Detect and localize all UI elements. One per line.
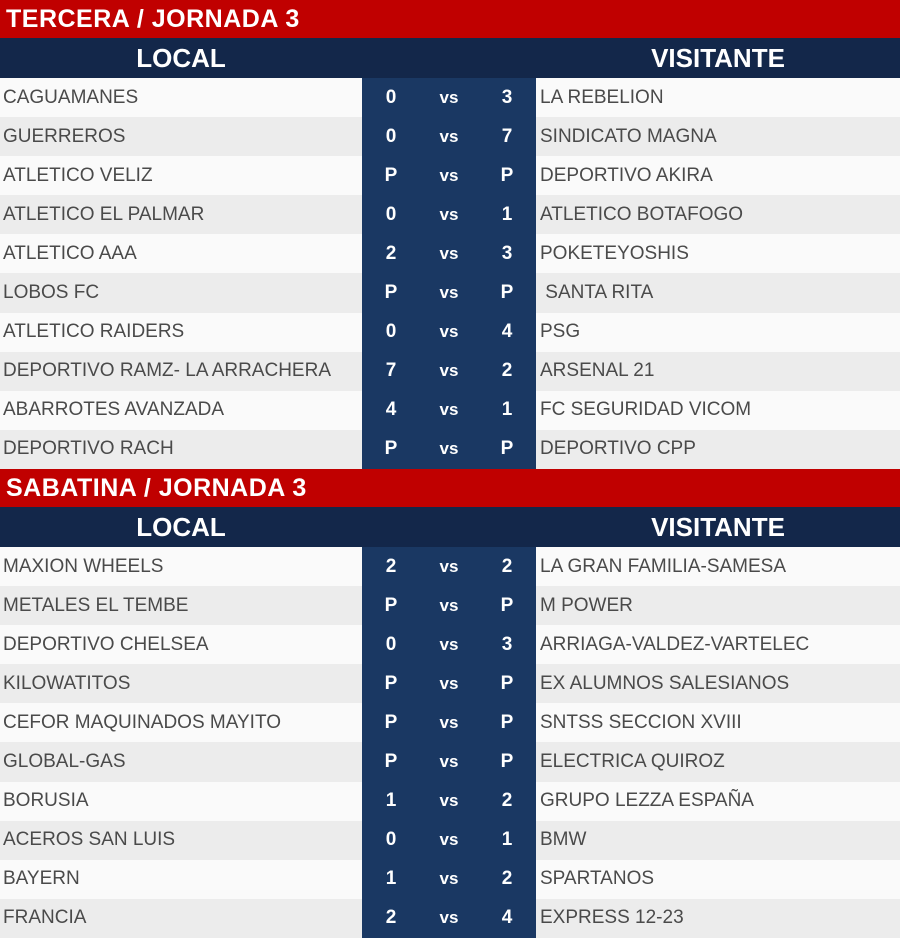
local-team: DEPORTIVO RACH [0, 430, 362, 469]
match-row [0, 742, 900, 781]
visit-score: 3 [501, 633, 513, 655]
local-team: CAGUAMANES [0, 78, 362, 117]
section-title: SABATINA / JORNADA 3 [0, 469, 900, 507]
vs-label: vs [439, 283, 459, 303]
visit-score: 2 [501, 555, 513, 577]
score-cell [362, 273, 536, 312]
score-cell [362, 860, 536, 899]
visit-score: P [500, 672, 514, 694]
local-team: METALES EL TEMBE [0, 586, 362, 625]
score-cell [362, 664, 536, 703]
visit-score: P [500, 438, 514, 460]
match-row [0, 430, 900, 469]
vs-label: vs [439, 87, 459, 107]
visit-score: 3 [501, 86, 513, 108]
local-score: 7 [385, 360, 397, 382]
visit-header: VISITANTE [651, 43, 785, 73]
visit-team: ELECTRICA QUIROZ [536, 742, 900, 781]
visit-score: 4 [501, 907, 513, 929]
match-row [0, 860, 900, 899]
local-score: P [384, 751, 398, 773]
score-cell [362, 782, 536, 821]
visit-team: SPARTANOS [536, 860, 900, 899]
vs-label: vs [439, 204, 459, 224]
score-cell [362, 117, 536, 156]
visit-score: 7 [501, 125, 513, 147]
local-team: DEPORTIVO CHELSEA [0, 625, 362, 664]
visit-score: P [500, 164, 514, 186]
score-cell [362, 899, 536, 938]
visit-score: 1 [501, 399, 513, 421]
match-row [0, 273, 900, 312]
score-header-spacer [362, 507, 536, 547]
local-score: 2 [385, 242, 397, 264]
match-row [0, 313, 900, 352]
match-row [0, 78, 900, 117]
vs-label: vs [439, 556, 459, 576]
visit-team: LA GRAN FAMILIA-SAMESA [536, 547, 900, 586]
local-score: 0 [385, 86, 397, 108]
column-header [0, 507, 900, 547]
visit-score: 2 [501, 868, 513, 890]
local-score: 0 [385, 203, 397, 225]
score-cell [362, 586, 536, 625]
vs-label: vs [439, 712, 459, 732]
column-header [0, 38, 900, 78]
visit-team: BMW [536, 821, 900, 860]
match-row [0, 782, 900, 821]
local-score: P [384, 672, 398, 694]
local-score: P [384, 282, 398, 304]
local-score: P [384, 594, 398, 616]
visit-score: 1 [501, 829, 513, 851]
match-row [0, 156, 900, 195]
local-team: CEFOR MAQUINADOS MAYITO [0, 703, 362, 742]
visit-team: LA REBELION [536, 78, 900, 117]
match-row [0, 195, 900, 234]
vs-label: vs [439, 400, 459, 420]
match-row [0, 821, 900, 860]
vs-label: vs [439, 673, 459, 693]
vs-label: vs [439, 126, 459, 146]
local-team: GLOBAL-GAS [0, 742, 362, 781]
local-team: BAYERN [0, 860, 362, 899]
match-row [0, 547, 900, 586]
score-cell [362, 234, 536, 273]
match-list [0, 78, 900, 469]
visit-header: VISITANTE [651, 512, 785, 542]
local-team: KILOWATITOS [0, 664, 362, 703]
section-title: TERCERA / JORNADA 3 [0, 0, 900, 38]
match-row [0, 234, 900, 273]
match-row [0, 664, 900, 703]
visit-score: 4 [501, 321, 513, 343]
match-row [0, 352, 900, 391]
local-team: LOBOS FC [0, 273, 362, 312]
visit-team: SNTSS SECCION XVIII [536, 703, 900, 742]
score-cell [362, 156, 536, 195]
vs-label: vs [439, 869, 459, 889]
local-score: 0 [385, 829, 397, 851]
local-team: DEPORTIVO RAMZ- LA ARRACHERA [0, 352, 362, 391]
local-score: 1 [385, 868, 397, 890]
visit-score: P [500, 282, 514, 304]
score-cell [362, 195, 536, 234]
match-row [0, 586, 900, 625]
vs-label: vs [439, 791, 459, 811]
local-score: 2 [385, 555, 397, 577]
local-score: 0 [385, 633, 397, 655]
local-team: ATLETICO VELIZ [0, 156, 362, 195]
visit-team: DEPORTIVO CPP [536, 430, 900, 469]
visit-team: ARRIAGA-VALDEZ-VARTELEC [536, 625, 900, 664]
score-cell [362, 430, 536, 469]
local-team: ACEROS SAN LUIS [0, 821, 362, 860]
match-row [0, 391, 900, 430]
visit-team: ARSENAL 21 [536, 352, 900, 391]
visit-team: POKETEYOSHIS [536, 234, 900, 273]
visit-score: P [500, 594, 514, 616]
local-team: FRANCIA [0, 899, 362, 938]
score-cell [362, 821, 536, 860]
local-team: GUERREROS [0, 117, 362, 156]
visit-score: 3 [501, 242, 513, 264]
score-cell [362, 391, 536, 430]
local-score: 0 [385, 321, 397, 343]
score-cell [362, 625, 536, 664]
visit-team: M POWER [536, 586, 900, 625]
score-cell [362, 742, 536, 781]
local-header: LOCAL [136, 512, 226, 542]
visit-team: EXPRESS 12-23 [536, 899, 900, 938]
vs-label: vs [439, 752, 459, 772]
local-score: 0 [385, 125, 397, 147]
match-row [0, 899, 900, 938]
match-row [0, 117, 900, 156]
score-cell [362, 547, 536, 586]
visit-team: EX ALUMNOS SALESIANOS [536, 664, 900, 703]
score-cell [362, 78, 536, 117]
local-team: ABARROTES AVANZADA [0, 391, 362, 430]
local-score: P [384, 711, 398, 733]
visit-score: P [500, 711, 514, 733]
score-cell [362, 313, 536, 352]
league-section [0, 0, 900, 469]
score-cell [362, 352, 536, 391]
visit-team: SINDICATO MAGNA [536, 117, 900, 156]
local-score: P [384, 438, 398, 460]
local-score: 4 [385, 399, 397, 421]
vs-label: vs [439, 595, 459, 615]
vs-label: vs [439, 361, 459, 381]
vs-label: vs [439, 243, 459, 263]
match-list [0, 547, 900, 938]
vs-label: vs [439, 439, 459, 459]
visit-score: 1 [501, 203, 513, 225]
vs-label: vs [439, 165, 459, 185]
local-team: ATLETICO RAIDERS [0, 313, 362, 352]
local-score: 1 [385, 790, 397, 812]
visit-team: PSG [536, 313, 900, 352]
league-section [0, 469, 900, 938]
score-cell [362, 703, 536, 742]
visit-score: P [500, 751, 514, 773]
visit-team: FC SEGURIDAD VICOM [536, 391, 900, 430]
local-team: ATLETICO AAA [0, 234, 362, 273]
vs-label: vs [439, 908, 459, 928]
local-header: LOCAL [136, 43, 226, 73]
vs-label: vs [439, 830, 459, 850]
local-team: ATLETICO EL PALMAR [0, 195, 362, 234]
visit-team: DEPORTIVO AKIRA [536, 156, 900, 195]
visit-team: GRUPO LEZZA ESPAÑA [536, 782, 900, 821]
visit-team: SANTA RITA [536, 273, 900, 312]
local-team: MAXION WHEELS [0, 547, 362, 586]
local-score: 2 [385, 907, 397, 929]
local-team: BORUSIA [0, 782, 362, 821]
visit-team: ATLETICO BOTAFOGO [536, 195, 900, 234]
vs-label: vs [439, 322, 459, 342]
visit-score: 2 [501, 790, 513, 812]
match-row [0, 703, 900, 742]
match-row [0, 625, 900, 664]
local-score: P [384, 164, 398, 186]
vs-label: vs [439, 634, 459, 654]
score-header-spacer [362, 38, 536, 78]
visit-score: 2 [501, 360, 513, 382]
